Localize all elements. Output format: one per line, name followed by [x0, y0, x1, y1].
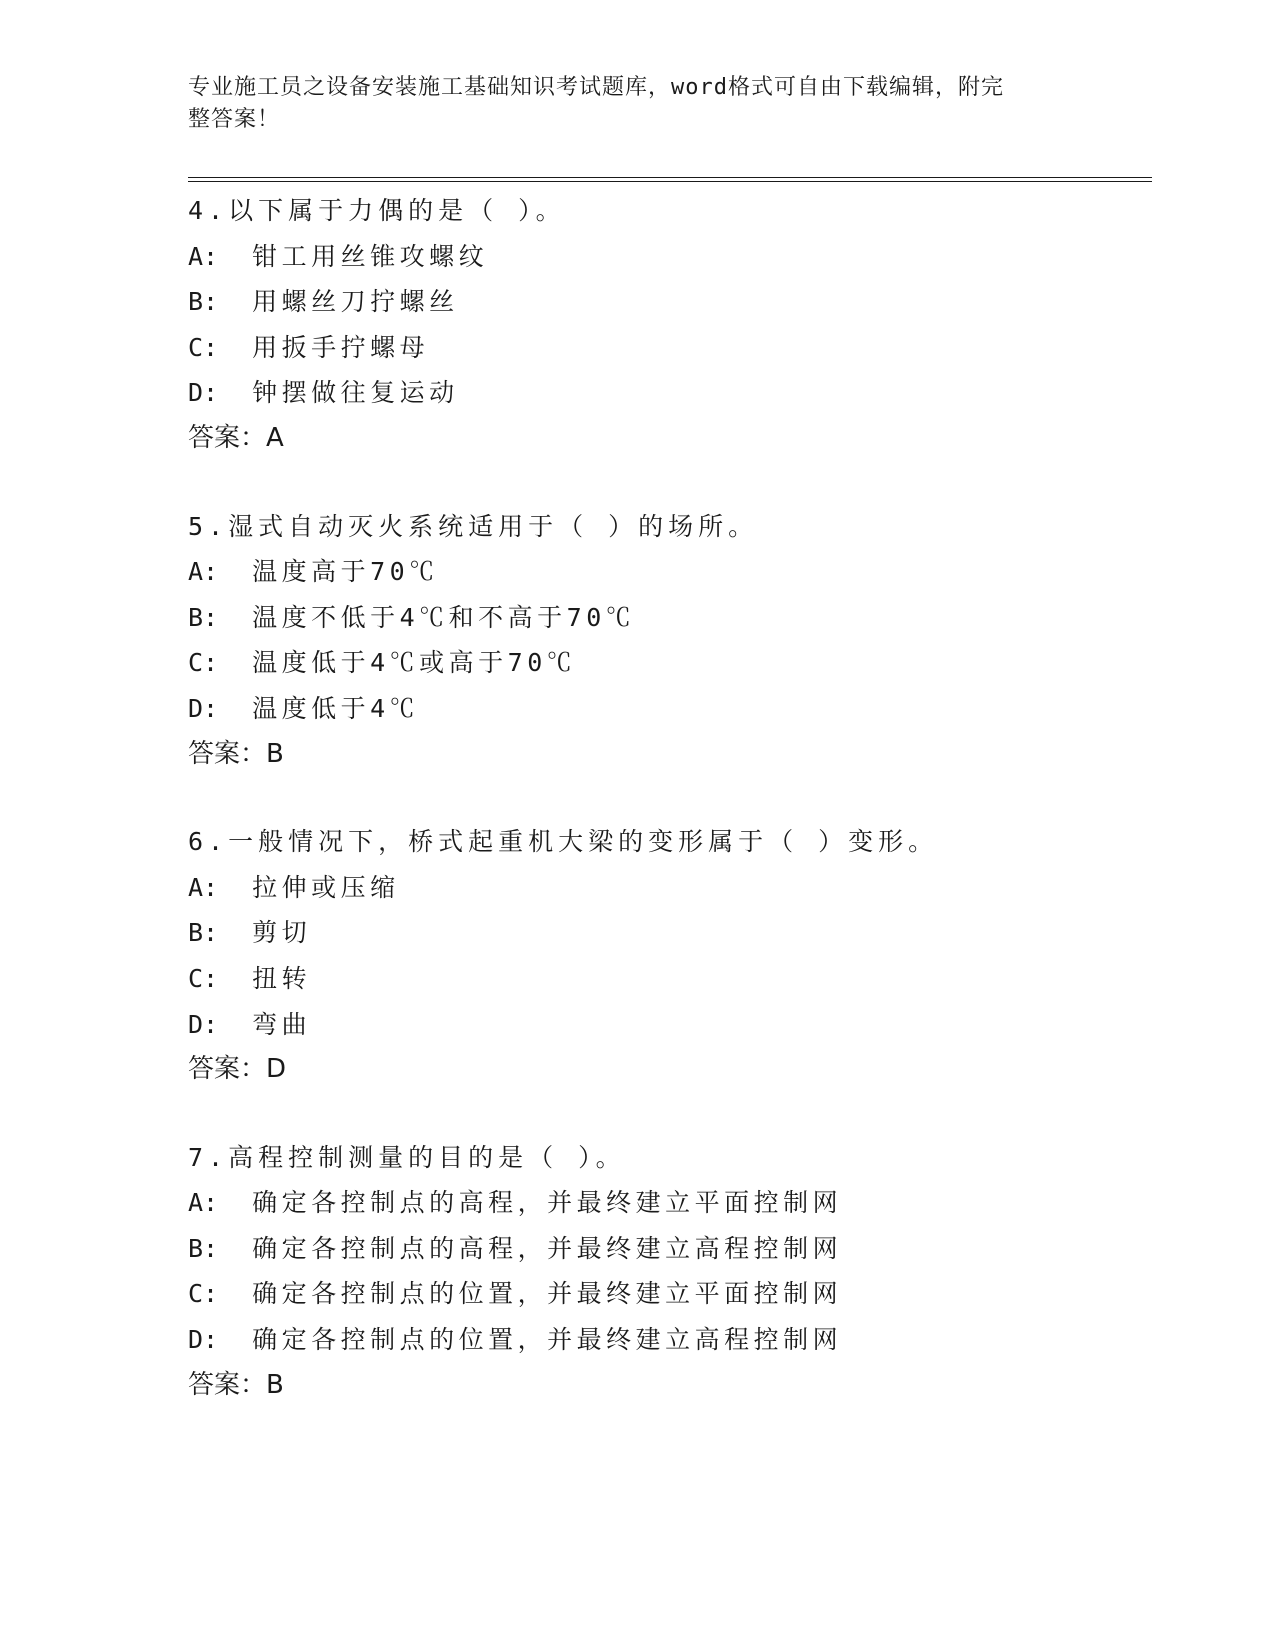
option-c: [188, 1271, 1152, 1317]
option-text: 用螺丝刀拧螺丝: [252, 287, 459, 317]
option-b: [188, 279, 1152, 325]
option-letter: A:: [188, 872, 219, 902]
document-header: [188, 72, 1068, 136]
option-a: [188, 1180, 1152, 1226]
option-text: 用扳手拧螺母: [252, 332, 430, 362]
option-c: [188, 325, 1152, 371]
option-letter: D:: [188, 693, 219, 723]
option-letter: B:: [188, 287, 219, 317]
option-a: [188, 865, 1152, 911]
option-text: 拉伸或压缩: [252, 872, 400, 902]
option-text: 确定各控制点的高程，并最终建立高程控制网: [252, 1233, 843, 1263]
header-divider-bottom: [188, 181, 1152, 182]
option-letter: C:: [188, 1279, 219, 1309]
option-d: [188, 1002, 1152, 1048]
option-a: [188, 234, 1152, 280]
header-line-2: 整答案！: [188, 107, 281, 132]
option-d: [188, 1317, 1152, 1363]
option-letter: B:: [188, 918, 219, 948]
option-letter: D:: [188, 1325, 219, 1355]
option-text: 确定各控制点的位置，并最终建立高程控制网: [252, 1325, 843, 1355]
option-letter: C:: [188, 648, 219, 678]
question-6: [188, 819, 1152, 1093]
option-text: 剪切: [252, 918, 312, 948]
option-text: 温度不低于4℃和不高于70℃: [252, 602, 636, 632]
option-b: [188, 910, 1152, 956]
question-7: [188, 1135, 1152, 1409]
option-d: [188, 370, 1152, 416]
question-list: [188, 188, 1152, 1408]
question-5: [188, 504, 1152, 778]
option-text: 温度低于4℃或高于70℃: [252, 648, 577, 678]
option-letter: D:: [188, 378, 219, 408]
question-4: [188, 188, 1152, 462]
question-stem: 7.高程控制测量的目的是（ ）。: [188, 1142, 626, 1172]
answer-line: 答案：B: [188, 738, 284, 769]
option-b: [188, 1226, 1152, 1272]
header-line-1: 专业施工员之设备安装施工基础知识考试题库，word格式可自由下载编辑，附完: [188, 75, 1004, 100]
option-letter: A:: [188, 241, 219, 271]
option-d: [188, 686, 1152, 732]
option-a: [188, 549, 1152, 595]
question-stem: 5.湿式自动灭火系统适用于（ ）的场所。: [188, 511, 759, 541]
answer-line: 答案：B: [188, 1369, 284, 1400]
option-letter: D:: [188, 1009, 219, 1039]
option-letter: C:: [188, 963, 219, 993]
option-c: [188, 640, 1152, 686]
option-letter: B:: [188, 602, 219, 632]
option-text: 弯曲: [252, 1009, 312, 1039]
option-letter: A:: [188, 557, 219, 587]
header-divider-top: [188, 177, 1152, 178]
option-text: 钳工用丝锥攻螺纹: [252, 241, 489, 271]
question-stem: 6.一般情况下，桥式起重机大梁的变形属于（ ）变形。: [188, 827, 939, 857]
option-text: 确定各控制点的位置，并最终建立平面控制网: [252, 1279, 843, 1309]
option-letter: C:: [188, 332, 219, 362]
option-text: 确定各控制点的高程，并最终建立平面控制网: [252, 1188, 843, 1218]
option-text: 温度高于70℃: [252, 557, 439, 587]
option-text: 温度低于4℃: [252, 693, 420, 723]
answer-line: 答案：A: [188, 422, 284, 453]
option-text: 钟摆做往复运动: [252, 378, 459, 408]
question-stem: 4.以下属于力偶的是（ ）。: [188, 196, 566, 225]
answer-line: 答案：D: [188, 1054, 287, 1085]
option-letter: B:: [188, 1233, 219, 1263]
option-text: 扭转: [252, 963, 312, 993]
option-b: [188, 595, 1152, 641]
option-c: [188, 956, 1152, 1002]
option-letter: A:: [188, 1188, 219, 1218]
